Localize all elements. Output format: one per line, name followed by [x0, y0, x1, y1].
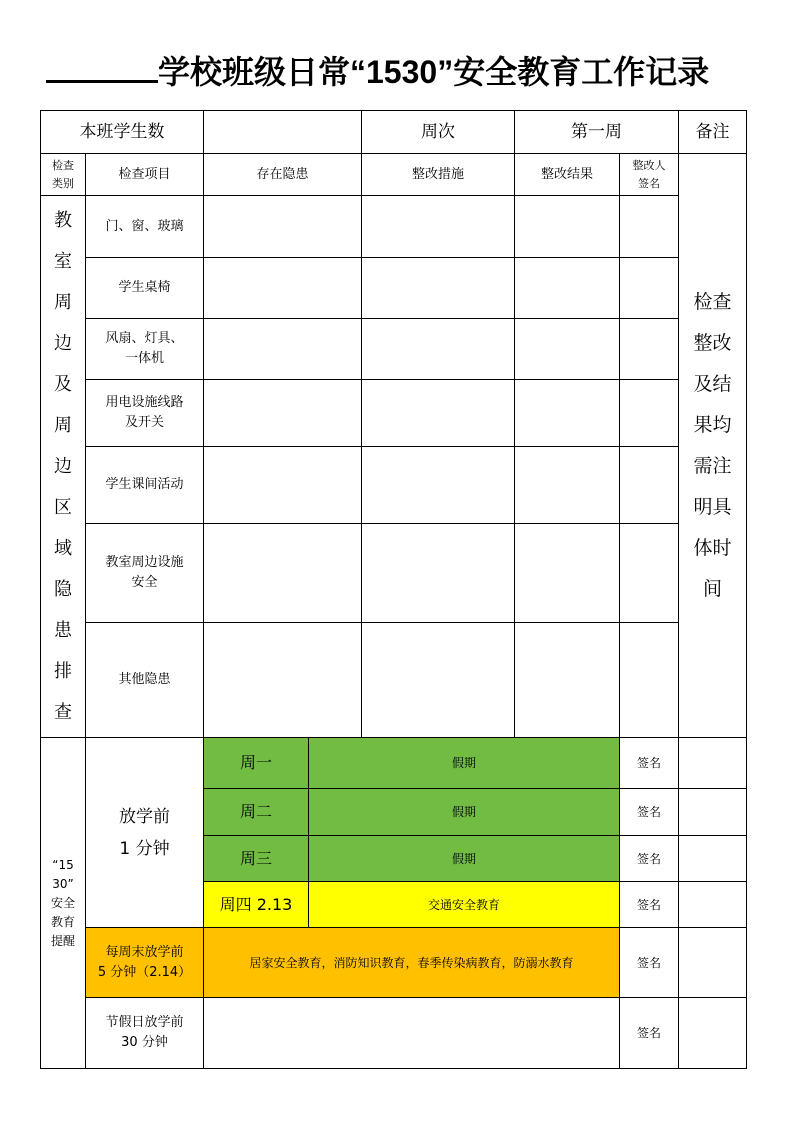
before-school-1min: 放学前 1 分钟	[86, 738, 204, 928]
inspection-item: 学生桌椅	[86, 258, 204, 319]
hazard-cell[interactable]	[204, 196, 362, 258]
week-label: 周次	[362, 111, 515, 154]
signer-cell[interactable]	[620, 623, 679, 738]
hazard-cell[interactable]	[204, 380, 362, 447]
col-item: 检查项目	[86, 154, 204, 196]
measure-cell[interactable]	[362, 196, 515, 258]
inspection-item: 学生课间活动	[86, 447, 204, 524]
day-tuesday: 周二	[204, 789, 309, 836]
signer-cell[interactable]	[620, 380, 679, 447]
hazard-cell[interactable]	[204, 319, 362, 380]
inspection-item: 其他隐患	[86, 623, 204, 738]
day-thursday: 周四 2.13	[204, 882, 309, 928]
holiday-label: 节假日放学前 30 分钟	[86, 998, 204, 1069]
day-wednesday: 周三	[204, 836, 309, 882]
signer-cell[interactable]	[620, 196, 679, 258]
day-tuesday-content: 假期	[309, 789, 620, 836]
page-title	[46, 48, 766, 94]
measure-cell[interactable]	[362, 258, 515, 319]
sign-cell[interactable]	[679, 928, 747, 998]
result-cell[interactable]	[515, 380, 620, 447]
remarks-note: 检查 整改 及结 果均 需注 明具 体时 间	[679, 154, 747, 738]
measure-cell[interactable]	[362, 447, 515, 524]
result-cell[interactable]	[515, 447, 620, 524]
hazard-cell[interactable]	[204, 258, 362, 319]
inspection-item: 教室周边设施 安全	[86, 524, 204, 623]
sign-cell[interactable]	[679, 738, 747, 789]
sign-cell[interactable]	[679, 836, 747, 882]
result-cell[interactable]	[515, 524, 620, 623]
col-signer: 整改人 签名	[620, 154, 679, 196]
hazard-cell[interactable]	[204, 447, 362, 524]
day-wednesday-content: 假期	[309, 836, 620, 882]
inspection-item: 用电设施线路 及开关	[86, 380, 204, 447]
week-value[interactable]: 第一周	[515, 111, 679, 154]
signer-cell[interactable]	[620, 258, 679, 319]
sign-label: 签名	[620, 882, 679, 928]
hazard-cell[interactable]	[204, 524, 362, 623]
inspection-item: 风扇、灯具、 一体机	[86, 319, 204, 380]
day-monday: 周一	[204, 738, 309, 789]
sign-label: 签名	[620, 928, 679, 998]
result-cell[interactable]	[515, 258, 620, 319]
col-category: 检查 类别	[41, 154, 86, 196]
day-monday-content: 假期	[309, 738, 620, 789]
holiday-content[interactable]	[204, 998, 620, 1069]
signer-cell[interactable]	[620, 524, 679, 623]
title-text: 学校班级日常“1530”安全教育工作记录	[158, 54, 710, 90]
measure-cell[interactable]	[362, 319, 515, 380]
hazard-cell[interactable]	[204, 623, 362, 738]
inspection-item: 门、窗、玻璃	[86, 196, 204, 258]
weekend-content: 居家安全教育，消防知识教育，春季传染病教育，防溺水教育	[204, 928, 620, 998]
student-count-label: 本班学生数	[41, 111, 204, 154]
signer-cell[interactable]	[620, 447, 679, 524]
sign-label: 签名	[620, 998, 679, 1069]
weekend-label: 每周末放学前 5 分钟（2.14）	[86, 928, 204, 998]
result-cell[interactable]	[515, 196, 620, 258]
sign-cell[interactable]	[679, 882, 747, 928]
sign-label: 签名	[620, 738, 679, 789]
measure-cell[interactable]	[362, 380, 515, 447]
day-thursday-content: 交通安全教育	[309, 882, 620, 928]
school-name-blank[interactable]	[46, 48, 158, 83]
result-cell[interactable]	[515, 623, 620, 738]
signer-cell[interactable]	[620, 319, 679, 380]
student-count-value[interactable]	[204, 111, 362, 154]
result-cell[interactable]	[515, 319, 620, 380]
sign-label: 签名	[620, 836, 679, 882]
col-hazard: 存在隐患	[204, 154, 362, 196]
col-measure: 整改措施	[362, 154, 515, 196]
reminder-category: “15 30” 安全 教育 提醒	[41, 738, 86, 1069]
safety-record-table	[40, 110, 747, 1069]
sign-cell[interactable]	[679, 998, 747, 1069]
remarks-label: 备注	[679, 111, 747, 154]
inspection-category: 教 室 周 边 及 周 边 区 域 隐 患 排 查	[41, 196, 86, 738]
measure-cell[interactable]	[362, 524, 515, 623]
col-result: 整改结果	[515, 154, 620, 196]
sign-cell[interactable]	[679, 789, 747, 836]
sign-label: 签名	[620, 789, 679, 836]
measure-cell[interactable]	[362, 623, 515, 738]
